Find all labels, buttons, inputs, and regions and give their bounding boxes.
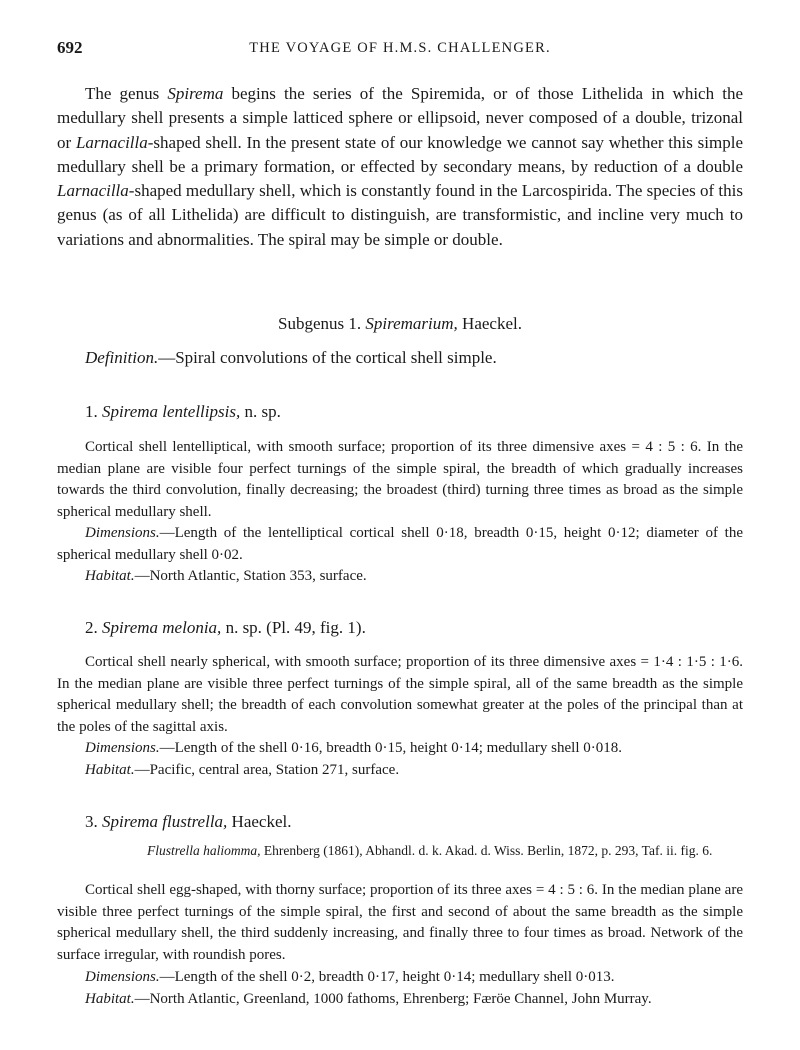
species-name: Spirema melonia, bbox=[102, 618, 222, 637]
species-dimensions: Dimensions.—Length of the shell 0·16, breadth 0·15, height 0·14; medullary shell 0·018. bbox=[85, 740, 622, 756]
page-number: 692 bbox=[57, 38, 83, 57]
synonym-reference: Flustrella haliomma, Ehrenberg (1861), Abhandl. d. k. Akad. d. Wiss. Berlin, 1872, p. 293, Taf. ii. fig. 6. bbox=[147, 843, 713, 858]
species-heading: 2. Spirema melonia, n. sp. (Pl. 49, fig. 1). bbox=[85, 618, 366, 637]
species-description: Cortical shell nearly spherical, with smooth surface; proportion of its three dimensive axes = 1·4 : 1·5 : 1·6. In the median plane are visible three perfect turnings of the simple spiral, all of the same breadth as the simple spherical medullary shell; the breadth of each convolution somewhat greater at the poles of the principal than at the poles of the sagittal axis. bbox=[57, 654, 743, 735]
species-dimensions: Dimensions.—Length of the lentelliptical cortical shell 0·18, breadth 0·15, height 0·12; diameter of the spherical medullary shell 0·02. bbox=[57, 525, 743, 563]
species-description: Cortical shell lentelliptical, with smooth surface; proportion of its three dimensive axes = 4 : 5 : 6. In the median plane are visible four perfect turnings of the simple spiral, the breadth of which gradually increases towards the third convolution, finally decreasing; the broadest (third) turning three times as broad as the simple spherical medullary shell. bbox=[57, 439, 743, 520]
species-habitat: Habitat.—Pacific, central area, Station 271, surface. bbox=[85, 762, 400, 778]
species-habitat: Habitat.—North Atlantic, Greenland, 1000 fathoms, Ehrenberg; Færöe Channel, John Murray. bbox=[85, 991, 652, 1007]
species-habitat: Habitat.—North Atlantic, Station 353, surface. bbox=[85, 568, 367, 584]
page-header bbox=[57, 38, 743, 62]
definition-label: Definition. bbox=[85, 348, 159, 367]
intro-paragraph: The genus Spirema begins the series of the Spiremida, or of those Lithelida in which the medullary shell presents a simple latticed sphere or ellipsoid, never composed of a double, trizonal or Larnacilla-shaped shell. In the present state of our knowledge we cannot say whether this simple medullary shell be a primary formation, or effected by secondary means, by reduction of a double Larnacilla-shaped medullary shell, which is constantly found in the Larcospirida. The species of this genus (as of all Lithelida) are difficult to distinguish, are transformistic, and incline very much to variations and abnormalities. The spiral may be simple or double. bbox=[57, 84, 743, 249]
definition: Definition.—Spiral convolutions of the cortical shell simple. bbox=[85, 348, 497, 367]
running-head: THE VOYAGE OF H.M.S. CHALLENGER. bbox=[249, 40, 551, 56]
species-heading: 3. Spirema flustrella, Haeckel. bbox=[85, 812, 292, 831]
species-heading: 1. Spirema lentellipsis, n. sp. bbox=[85, 402, 281, 421]
species-name: Spirema flustrella, bbox=[102, 812, 228, 831]
genus-name: Spirema bbox=[167, 84, 224, 103]
species-dimensions: Dimensions.—Length of the shell 0·2, breadth 0·17, height 0·14; medullary shell 0·013. bbox=[85, 969, 615, 985]
species-description: Cortical shell egg-shaped, with thorny surface; proportion of its three axes = 4 : 5 : 6. In the median plane are visible three perfect turnings of the simple spiral, the first and second of about the same breadth as the simple spherical medullary shell, the third suddenly increasing, and finally three to four times as broad. Network of the surface irregular, with roundish pores. bbox=[57, 882, 743, 963]
species-name: Spirema lentellipsis, bbox=[102, 402, 241, 421]
subgenus-heading: Subgenus 1. Spiremarium, Haeckel. bbox=[278, 314, 522, 333]
